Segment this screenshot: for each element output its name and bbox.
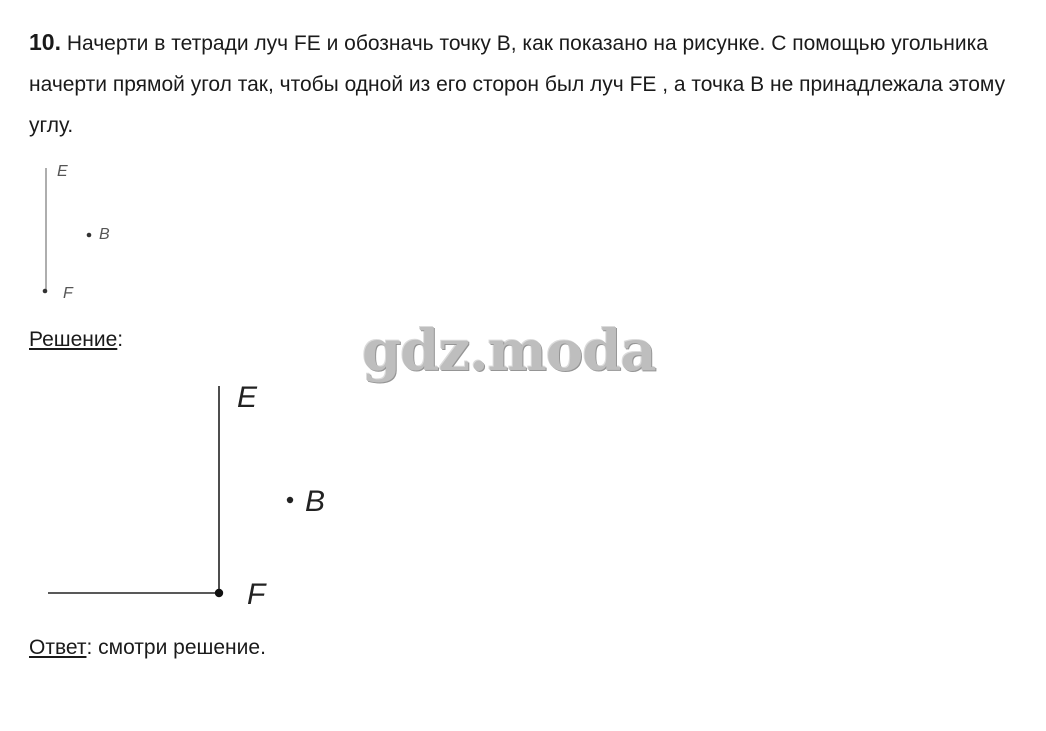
label-b-solution: B	[305, 485, 326, 518]
label-f-solution: F	[247, 578, 266, 611]
watermark: gdz.moda	[362, 318, 656, 384]
task-number: 10.	[29, 29, 61, 55]
answer-heading: Ответ	[29, 636, 87, 659]
point-b-solution	[287, 497, 293, 503]
answer-text: : смотри решение.	[86, 636, 266, 659]
label-e-solution: E	[237, 381, 258, 414]
label-e-task: E	[57, 163, 68, 180]
solution-heading-label: Решение	[29, 328, 118, 351]
label-f-task: F	[63, 285, 73, 302]
answer-line	[29, 636, 266, 660]
task-text: Начерти в тетради луч FE и обозначь точку B, как показано на рисунке. С помощью угольника начерти прямой угол так, чтобы одной из его сторон был луч FE , а точка B не принадлежала этому углу.	[29, 32, 1006, 137]
point-f-solution	[215, 589, 223, 597]
label-b-task: B	[99, 226, 110, 243]
solution-heading-colon: :	[117, 328, 124, 351]
